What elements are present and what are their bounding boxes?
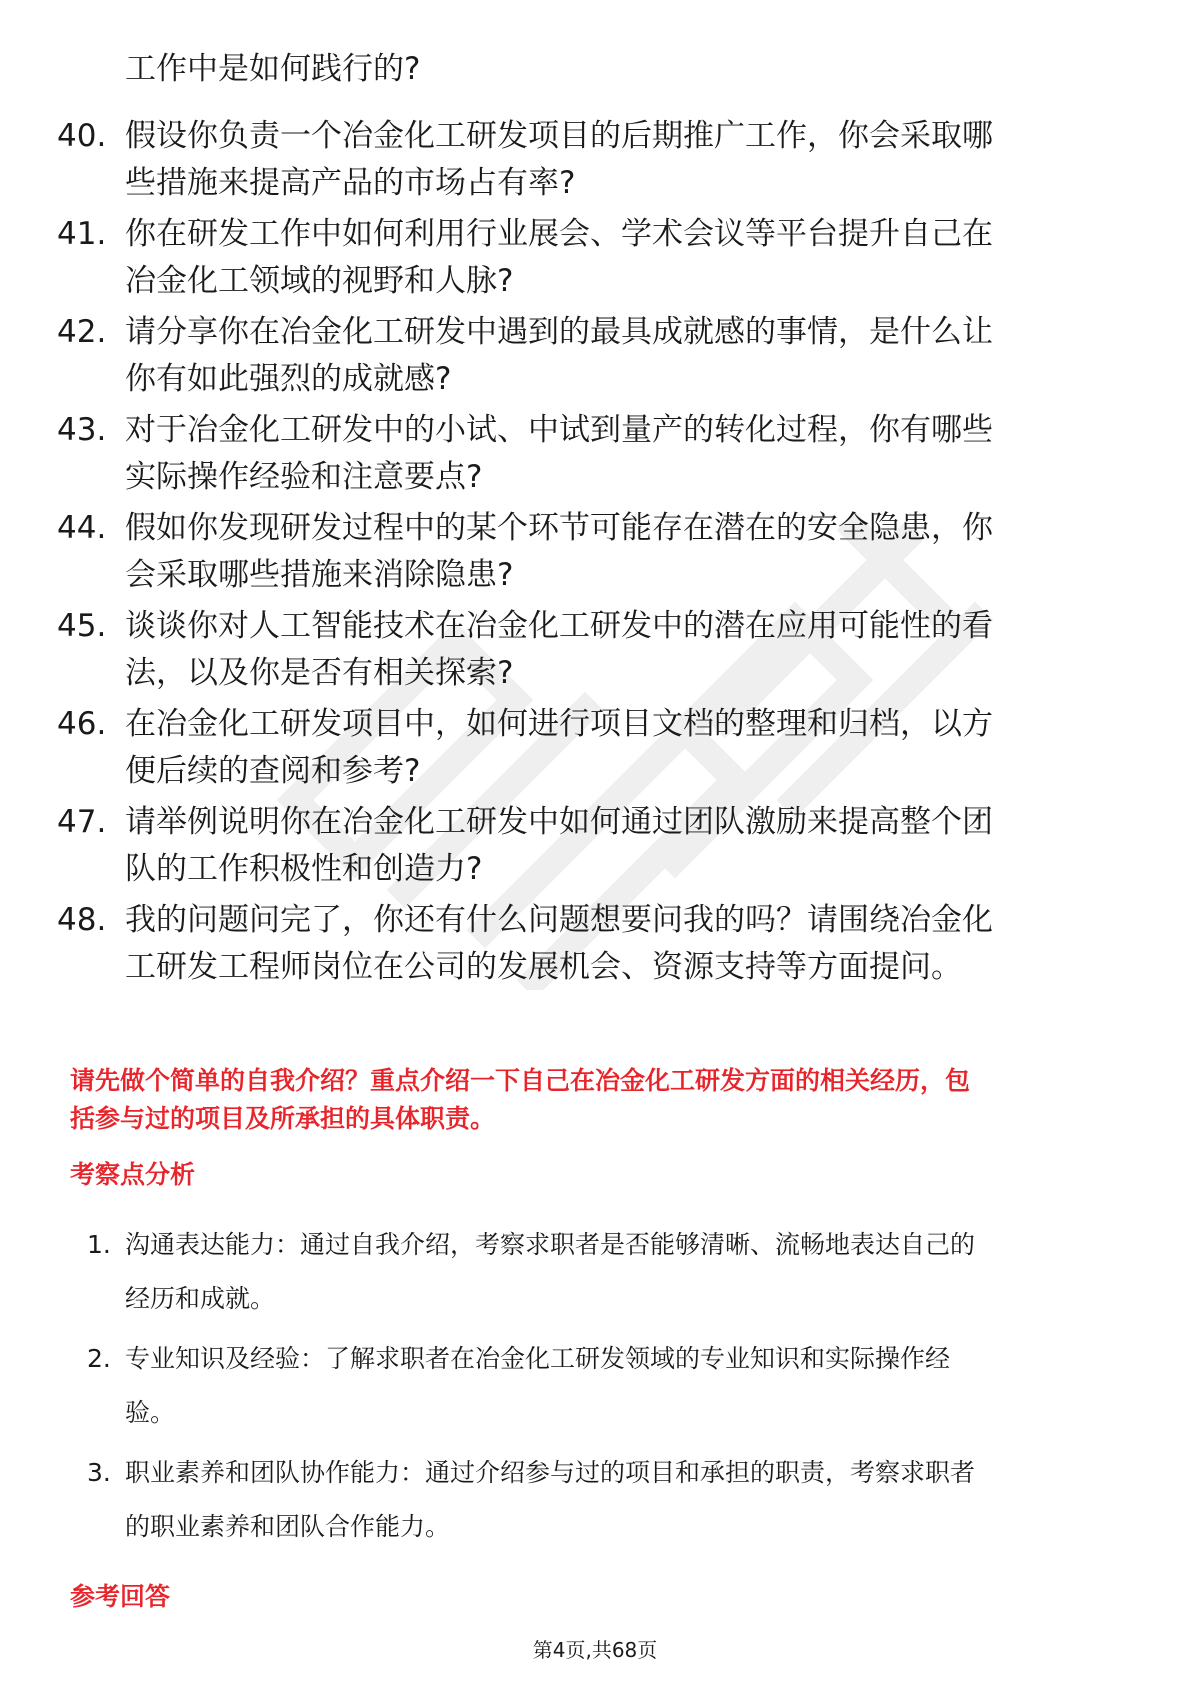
- question-line: 会采取哪些措施来消除隐患?: [125, 557, 514, 593]
- question-line: 谈谈你对人工智能技术在冶金化工研发中的潜在应用可能性的看: [125, 608, 993, 644]
- question-line: 假如你发现研发过程中的某个环节可能存在潜在的安全隐患，你: [125, 510, 993, 546]
- question-line: 你在研发工作中如何利用行业展会、学术会议等平台提升自己在: [125, 216, 993, 252]
- question-line: 队的工作积极性和创造力?: [125, 851, 483, 887]
- highlight-question: [70, 1062, 1130, 1138]
- question-number: 40.: [57, 118, 107, 154]
- question-text: [125, 603, 1125, 697]
- question-line: 在冶金化工研发项目中，如何进行项目文档的整理和归档，以方: [125, 706, 993, 742]
- question-line: 请举例说明你在冶金化工研发中如何通过团队激励来提高整个团: [125, 804, 993, 840]
- question-line: 对于冶金化工研发中的小试、中试到量产的转化过程，你有哪些: [125, 412, 993, 448]
- question-number: 42.: [57, 314, 107, 350]
- question-line: 便后续的查阅和参考?: [125, 753, 421, 789]
- question-number: 41.: [57, 216, 107, 252]
- continued-question-text: 工作中是如何践行的?: [125, 51, 421, 87]
- question-text: [125, 897, 1125, 991]
- question-number: 44.: [57, 510, 107, 546]
- analysis-heading: 考察点分析: [70, 1160, 196, 1189]
- question-number: 43.: [57, 412, 107, 448]
- analysis-line: 经历和成就。: [125, 1284, 276, 1313]
- question-number: 47.: [57, 804, 107, 840]
- question-text: [125, 211, 1125, 305]
- question-number: 45.: [57, 608, 107, 644]
- analysis-number: 1.: [87, 1230, 111, 1259]
- question-line: 些措施来提高产品的市场占有率?: [125, 165, 576, 201]
- question-number: 48.: [57, 902, 107, 938]
- question-line: 假设你负责一个冶金化工研发项目的后期推广工作，你会采取哪: [125, 118, 993, 154]
- analysis-text: [125, 1332, 1125, 1440]
- analysis-line: 验。: [125, 1398, 176, 1427]
- question-text: [125, 799, 1125, 893]
- highlight-question-line: 括参与过的项目及所承担的具体职责。: [70, 1104, 496, 1133]
- question-line: 我的问题问完了，你还有什么问题想要问我的吗？请围绕冶金化: [125, 902, 993, 938]
- analysis-line: 专业知识及经验：了解求职者在冶金化工研发领域的专业知识和实际操作经: [125, 1344, 951, 1373]
- question-text: [125, 407, 1125, 501]
- analysis-text: [125, 1218, 1125, 1326]
- page-footer: 第4页,共68页: [532, 1638, 658, 1662]
- question-text: [125, 113, 1125, 207]
- highlight-question-line: 请先做个简单的自我介绍？重点介绍一下自己在冶金化工研发方面的相关经历，包: [70, 1066, 971, 1095]
- question-line: 实际操作经验和注意要点?: [125, 459, 483, 495]
- question-line: 法，以及你是否有相关探索?: [125, 655, 514, 691]
- question-line: 请分享你在冶金化工研发中遇到的最具成就感的事情，是什么让: [125, 314, 993, 350]
- analysis-line: 沟通表达能力：通过自我介绍，考察求职者是否能够清晰、流畅地表达自己的: [125, 1230, 976, 1259]
- question-text: [125, 701, 1125, 795]
- analysis-text: [125, 1446, 1125, 1554]
- question-line: 工研发工程师岗位在公司的发展机会、资源支持等方面提问。: [125, 949, 962, 985]
- question-number: 46.: [57, 706, 107, 742]
- question-line: 你有如此强烈的成就感?: [125, 361, 452, 397]
- analysis-line: 职业素养和团队协作能力：通过介绍参与过的项目和承担的职责，考察求职者: [125, 1458, 976, 1487]
- analysis-number: 2.: [87, 1344, 111, 1373]
- question-text: [125, 505, 1125, 599]
- question-text: [125, 309, 1125, 403]
- reference-answer-heading: 参考回答: [70, 1582, 171, 1611]
- analysis-number: 3.: [87, 1458, 111, 1487]
- question-line: 冶金化工领域的视野和人脉?: [125, 263, 514, 299]
- analysis-line: 的职业素养和团队合作能力。: [125, 1512, 451, 1541]
